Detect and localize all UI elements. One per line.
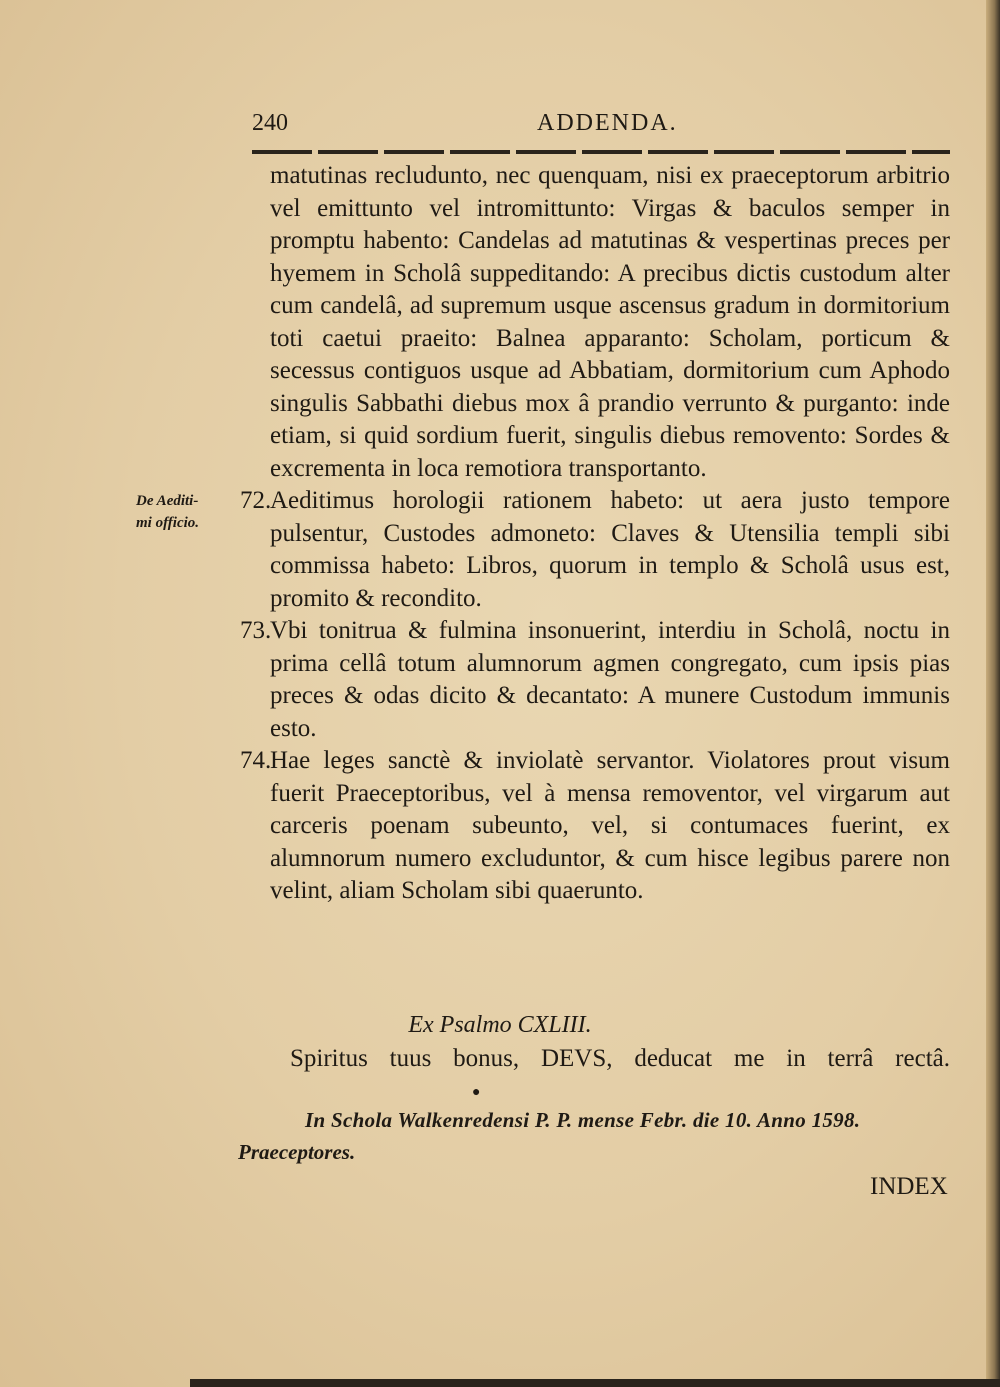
ornament-dot: ● xyxy=(472,1085,481,1100)
paragraph-text: Aeditimus horologii rationem habeto: ut aera justo tempore pulsentur, Custodes admoneto: Claves & Utensilia templi sibi commissa habeto: Libros, quorum in templo & Scholâ usus est, promito & recondito. xyxy=(270,487,950,612)
margin-note-line: mi officio. xyxy=(136,515,200,531)
paragraph-continued xyxy=(270,160,950,485)
paragraph-74 xyxy=(240,745,950,908)
catchword: INDEX xyxy=(870,1173,948,1200)
paragraph-number: 74. xyxy=(240,747,272,774)
paragraph-text: Vbi tonitrua & fulmina insonuerint, interdiu in Scholâ, noctu in prima cellâ totum alumnorum agmen congregato, cum ipsis pias preces & odas dicito & decantato: A munere Custodum immunis esto. xyxy=(270,617,950,742)
margin-note xyxy=(136,490,256,534)
colophon: In Schola Walkenredensi P. P. mense Febr. die 10. Anno 1598. xyxy=(305,1108,861,1132)
paragraph-72 xyxy=(240,485,950,615)
body-text xyxy=(240,160,950,908)
header-rule xyxy=(252,150,950,154)
paragraph-number: 73. xyxy=(240,617,272,644)
paragraph-text: matutinas recludunto, nec quenquam, nisi ex praeceptorum arbitrio vel emittunto vel intromittunto: Virgas & baculos semper in promptu habento: Candelas ad matutinas & vespertinas preces per hyemem in Scholâ suppeditando: A precibus dictis custodum alter cum candelâ, ad supremum usque ascensus gradum in dormitorium toti caetui praeito: Balnea apparanto: Scholam, porticum & secessus contiguos usque ad Abbatiam, dormitorium cum Aphodo singulis Sabbathi diebus mox â prandio verrunto & purganto: inde etiam, si quid sordium fuerit, singulis diebus removento: Sordes & excrementa in loca remotiora transportanto. xyxy=(270,162,950,482)
paragraph-text: Hae leges sanctè & inviolatè servantor. Violatores prout visum fuerit Praeceptoribus, vel à mensa removentor, vel virgarum aut carceris poenam subeunto, vel, si contumaces fuerint, ex alumnorum numero excluduntor, & cum hisce legibus parere non velint, aliam Scholam sibi quaerunto. xyxy=(270,747,950,904)
psalm-reference: Ex Psalmo CXLIII. xyxy=(408,1012,592,1038)
page-bottom-edge xyxy=(190,1379,1000,1387)
psalm-verse: Spiritus tuus bonus, DEVS, deducat me in terrâ rectâ. xyxy=(290,1045,950,1072)
running-head: ADDENDA. xyxy=(537,110,678,136)
page-edge-shadow xyxy=(986,0,1000,1387)
paragraph-73 xyxy=(240,615,950,745)
margin-note-line: De Aediti- xyxy=(136,493,199,509)
page-number: 240 xyxy=(252,110,288,136)
page-header xyxy=(0,110,1000,140)
paragraph-number: 72. xyxy=(240,487,272,514)
signature: Praeceptores. xyxy=(238,1140,356,1164)
